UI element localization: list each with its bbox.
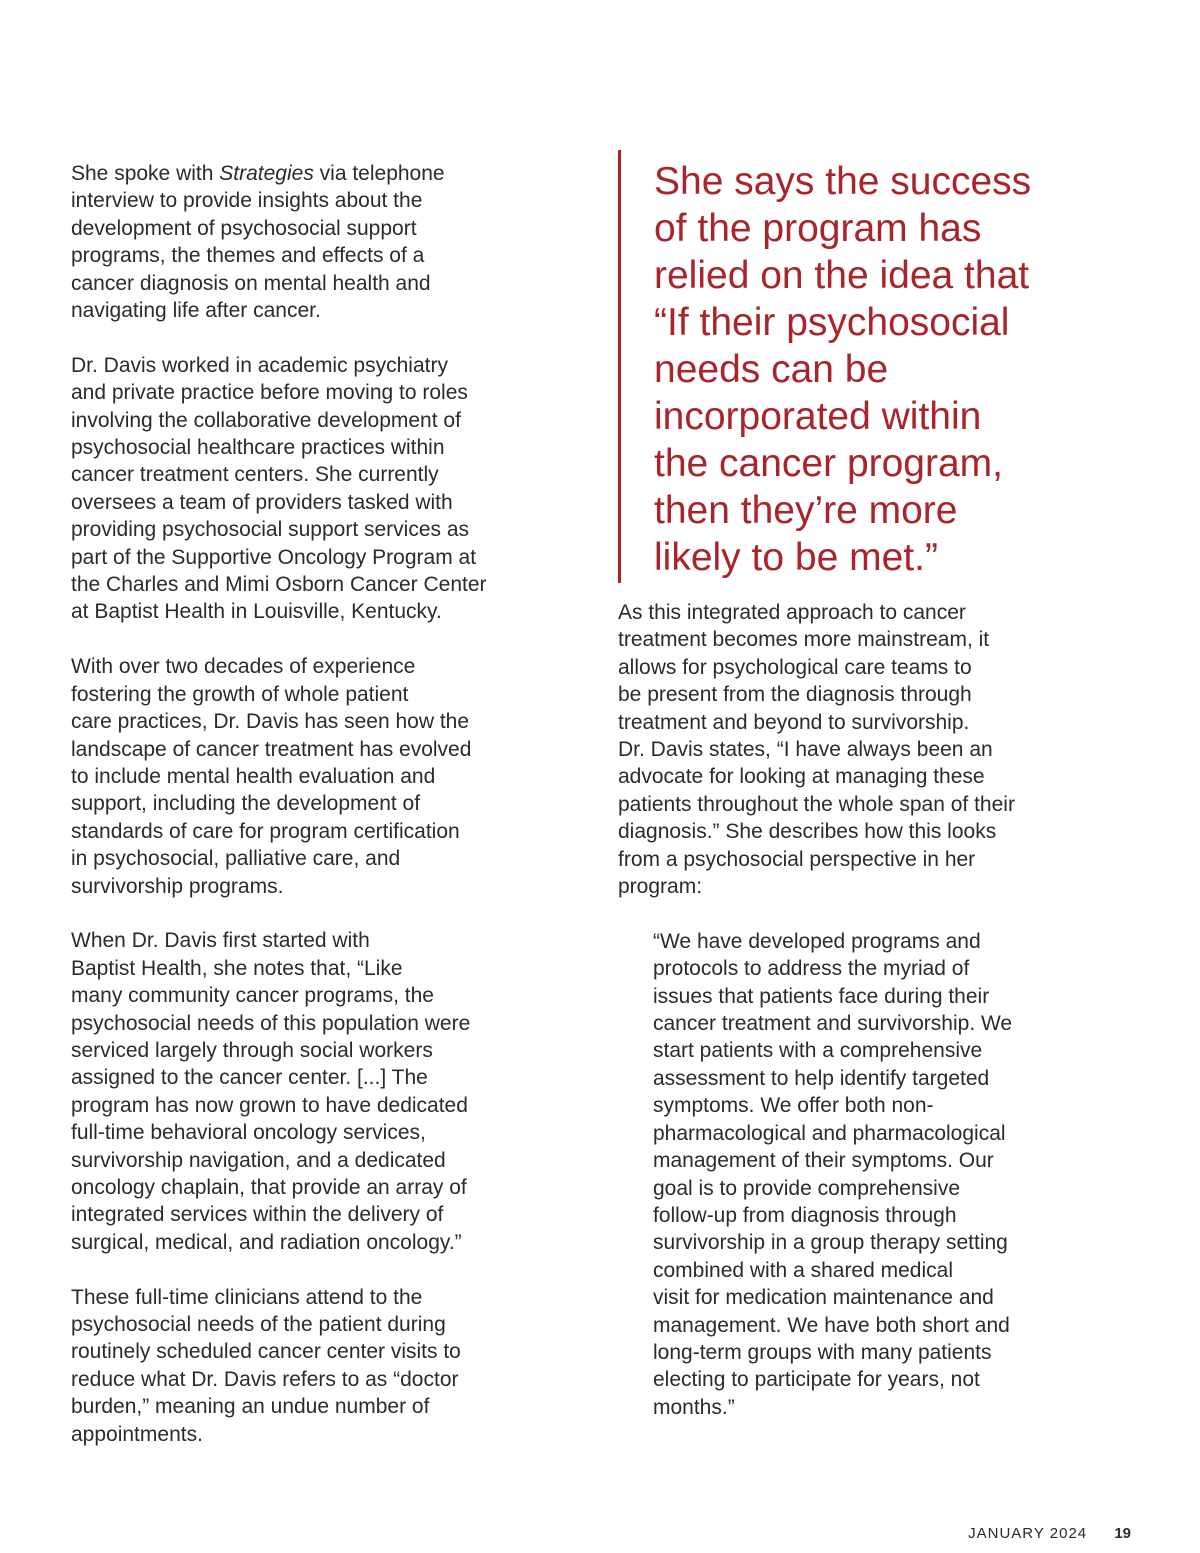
page-footer [968,1525,1131,1542]
pull-quote: She says the success of the program has relied on the idea that “If their psychosocial needs can be incorporated within the cancer program, then they’re more likely to be met.” [618,150,1098,583]
body-paragraph-1 [71,160,561,324]
body-paragraph-3: With over two decades of experience fostering the growth of whole patient care practices, Dr. Davis has seen how the landscape of cancer treatment has evolved to include mental health evaluation and support, including the development of standards of care for program certification in psychosocial, palliative care, and survivorship programs. [71,655,472,898]
body-paragraph-2: Dr. Davis worked in academic psychiatry and private practice before moving to roles involving the collaborative development of psychosocial healthcare practices within cancer treatment centers. She currently oversees a team of providers tasked with providing psychosocial support services as part of the Supportive Oncology Program at the Charles and Mimi Osborn Cancer Center at Baptist Health in Louisville, Kentucky. [71,353,487,624]
page-number: 19 [1114,1525,1131,1542]
publication-title: Strategies [219,162,314,185]
right-column [618,150,1098,1421]
paragraph-1-lead: She spoke with [71,162,220,185]
body-paragraph-4: When Dr. Davis first started with Baptist Health, she notes that, “Like many community cancer programs, the psychosocial needs of this population were serviced largely through social workers assigned to the cancer center. [...] The program has now grown to have dedicated full-time behavioral oncology services, survivorship navigation, and a dedicated oncology chaplain, that provide an array of integrated services within the delivery of surgical, medical, and radiation oncology.” [71,929,471,1254]
body-paragraph-5: These full-time clinicians attend to the psychosocial needs of the patient during routinely scheduled cancer center visits to reduce what Dr. Davis refers to as “doctor burden,” meaning an undue number of appointments. [71,1285,461,1446]
paragraph-1-rest: via telephone interview to provide insights about the development of psychosocial support programs, the themes and effects of a cancer diagnosis on mental health and navigating life after cancer. [71,162,445,323]
block-quote: “We have developed programs and protocols to address the myriad of issues that patients face during their cancer treatment and survivorship. We start patients with a comprehensive assessment to help identify targeted symptoms. We offer both non- pharmacological and pharmacological management of their symptoms. Our goal is to provide comprehensive follow-up from diagnosis through survivorship in a group therapy setting combined with a shared medical visit for medication maintenance and management. We have both short and long-term groups with many patients electing to participate for years, not months.” [653,929,1013,1419]
issue-date: JANUARY 2024 [968,1525,1088,1542]
left-column [71,160,561,1475]
body-paragraph-6: As this integrated approach to cancer treatment becomes more mainstream, it allows for psychological care teams to be present from the diagnosis through treatment and beyond to survivorship. Dr. Davis states, “I have always been an advocate for looking at managing these patients throughout the whole span of their diagnosis.” She describes how this looks from a psychosocial perspective in her program: [618,601,1015,899]
